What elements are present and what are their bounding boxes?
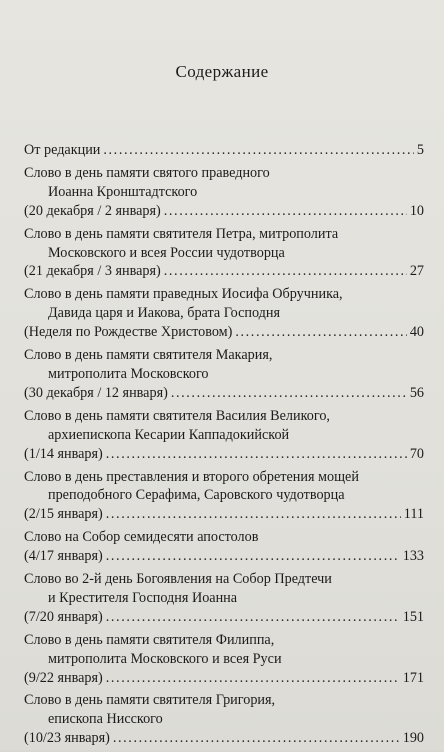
toc-entry-date: (21 декабря / 3 января) [24, 263, 161, 280]
toc-entry-subtitle: Давида царя и Иакова, брата Господня [48, 305, 281, 322]
toc-entry [24, 285, 424, 342]
dot-leader [164, 262, 407, 281]
toc-entry [24, 631, 424, 688]
toc-entry-last-line [24, 323, 424, 342]
toc-entry-title: Слово в день памяти святителя Макария, [24, 347, 273, 364]
toc-entry-subtitle: и Крестителя Господня Иоанна [48, 589, 238, 606]
toc-entry-title: От редакции [24, 142, 101, 158]
toc-entry-title: Слово в день памяти святителя Петра, митрополита [24, 225, 339, 242]
page-number: 10 [409, 202, 424, 219]
toc-entry-subtitle: Московского и всея России чудотворца [48, 244, 285, 261]
toc-entry-date: (Неделя по Рождестве Христовом) [24, 324, 233, 341]
dot-leader [164, 202, 407, 221]
toc-entry-subtitle: епископа Нисского [48, 711, 163, 728]
toc-entry-date: (1/14 января) [24, 445, 103, 462]
dot-leader [106, 445, 407, 464]
toc-entry-date: (7/20 января) [24, 608, 103, 625]
page-title: Содержание [175, 62, 269, 81]
dot-leader [113, 729, 400, 748]
page-number: 27 [409, 263, 424, 280]
toc-entry [24, 528, 424, 566]
table-of-contents [24, 141, 424, 752]
dot-leader [106, 505, 401, 524]
toc-entry [24, 468, 424, 525]
toc-entry-last-line [24, 445, 424, 464]
toc-entry-title: Слово в день памяти праведных Иосифа Обручника, [24, 286, 343, 303]
toc-entry [24, 346, 424, 403]
page-number: 133 [402, 548, 424, 565]
dot-leader [106, 547, 400, 566]
page-number: 171 [402, 669, 424, 686]
toc-entry-last-line [24, 729, 424, 748]
page-number: 111 [403, 506, 424, 523]
toc-entry-title: Слово в день памяти святителя Василия Великого, [24, 407, 330, 424]
toc-entry-subtitle: Иоанна Кронштадтского [48, 183, 198, 200]
toc-entry-last-line [24, 608, 424, 627]
toc-entry-subtitle: архиепископа Кесарии Каппадокийской [48, 426, 290, 443]
toc-entry-last-line [24, 669, 424, 688]
page-number: 5 [416, 142, 424, 158]
toc-entry-title: Слово в день памяти святого праведного [24, 164, 270, 181]
toc-entry-title: Слово в день преставления и второго обретения мощей [24, 468, 359, 485]
page-number: 190 [402, 730, 424, 747]
page-number: 151 [402, 608, 424, 625]
page-number: 40 [409, 324, 424, 341]
dot-leader [235, 323, 406, 342]
toc-entry [24, 141, 424, 160]
toc-entry-title: Слово во 2-й день Богоявления на Собор Предтечи [24, 571, 332, 588]
toc-entry-date: (30 декабря / 12 января) [24, 384, 168, 401]
toc-entry-subtitle: преподобного Серафима, Саровского чудотворца [48, 487, 345, 504]
toc-entry-last-line [24, 141, 424, 160]
toc-entry-last-line [24, 547, 424, 566]
page-number: 56 [409, 384, 424, 401]
toc-entry-last-line [24, 262, 424, 281]
toc-entry-date: (2/15 января) [24, 506, 103, 523]
toc-entry-last-line [24, 505, 424, 524]
toc-entry-date: (4/17 января) [24, 548, 103, 565]
dot-leader [106, 669, 400, 688]
dot-leader [106, 608, 400, 627]
toc-entry-last-line [24, 384, 424, 403]
page-number: 70 [409, 445, 424, 462]
toc-entry-title: Слово в день памяти святителя Филиппа, [24, 631, 275, 648]
toc-entry [24, 691, 424, 748]
toc-entry-last-line [24, 202, 424, 221]
dot-leader [103, 141, 414, 160]
toc-entry-subtitle: митрополита Московского [48, 365, 209, 382]
toc-entry-date: (10/23 января) [24, 730, 110, 747]
toc-entry [24, 570, 424, 627]
toc-entry-title: Слово на Собор семидесяти апостолов [24, 529, 259, 546]
toc-entry-subtitle: митрополита Московского и всея Руси [48, 650, 282, 667]
toc-entry-title: Слово в день памяти святителя Григория, [24, 692, 276, 709]
toc-entry [24, 407, 424, 464]
toc-entry-date: (9/22 января) [24, 669, 103, 686]
toc-entry [24, 164, 424, 221]
toc-entry-date: (20 декабря / 2 января) [24, 202, 161, 219]
dot-leader [171, 384, 407, 403]
toc-entry [24, 225, 424, 282]
